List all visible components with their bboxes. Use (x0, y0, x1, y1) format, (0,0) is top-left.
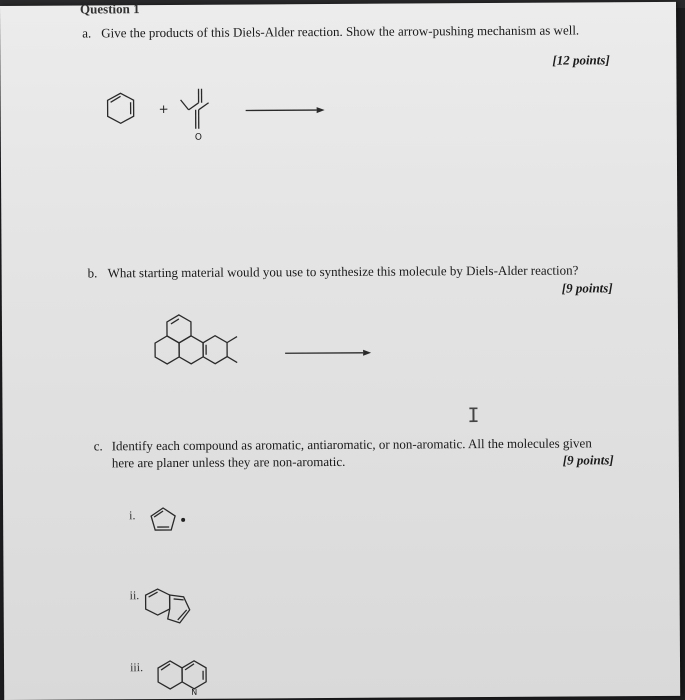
compound-i-label: i. (129, 508, 136, 523)
question-c-text-line1: Identify each compound as aromatic, antiaromatic, or non-aromatic. All the molecules given (111, 435, 592, 454)
compound-ii-label: ii. (129, 588, 140, 603)
exam-page (0, 2, 680, 700)
cut-off-heading: Question 1 (79, 1, 140, 17)
plus-sign: + (158, 101, 169, 117)
fused-ring-middle (179, 336, 203, 364)
dienophile-bond-1 (181, 100, 189, 110)
cyclohexadiene-ring (108, 93, 134, 123)
compound-i-structure (149, 505, 199, 535)
question-b-points: [9 points] (561, 280, 613, 296)
question-a-reaction-scheme (100, 84, 340, 155)
reaction-arrow-b-head (363, 350, 371, 356)
question-b-label: b. (87, 265, 98, 281)
compound-ii-structure (144, 585, 204, 630)
text-cursor-icon: I (467, 403, 480, 428)
question-c-label: c. (93, 438, 103, 454)
reaction-arrow-a-head (317, 107, 325, 113)
compound-iii-label: iii. (129, 660, 144, 675)
compound-ii-ring-a (146, 589, 170, 615)
question-a-label: a. (82, 25, 92, 41)
question-c-points: [9 points] (562, 452, 614, 468)
dienophile-bond-3 (199, 103, 209, 110)
question-a-text: Give the products of this Diels-Alder reaction. Show the arrow-pushing mechanism as well. (101, 22, 580, 41)
oxygen-atom: O (194, 132, 202, 143)
question-b-reaction-scheme (157, 310, 387, 371)
question-a-points: [12 points] (552, 52, 610, 68)
compound-i-double-1 (154, 511, 163, 517)
substituent-2 (227, 357, 237, 363)
dienophile-bond-2 (189, 103, 199, 110)
fused-ring-left (155, 336, 179, 364)
nitrogen-atom: N (191, 687, 198, 697)
radical-dot (181, 518, 185, 522)
substituent-1 (227, 337, 237, 343)
question-b-text: What starting material would you use to synthesize this molecule by Diels-Alder reaction? (107, 262, 579, 281)
compound-ii-double-2 (174, 599, 184, 600)
compound-iii-ring-a (158, 661, 182, 689)
compound-iii-structure (154, 655, 224, 695)
question-c-text-line2: here are planer unless they are non-aromatic. (111, 453, 346, 471)
